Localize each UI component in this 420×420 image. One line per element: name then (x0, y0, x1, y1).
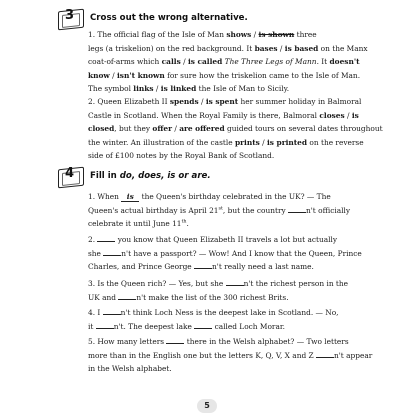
text-run: legs (a triskelion) on the red background. It (88, 43, 255, 53)
task-number: 4 (65, 166, 75, 181)
option-text: offer (152, 124, 173, 134)
text-run: 1. The official flag of the Isle of Man (88, 30, 227, 39)
text-run: coat-of-arms which (88, 57, 162, 67)
task-3-header (58, 7, 248, 29)
text-run: / (153, 84, 161, 94)
option-text: is called (187, 57, 223, 67)
text-run: celebrate it until June 11 (88, 219, 182, 229)
task-3-paragraph-2 (74, 95, 390, 163)
book-icon (58, 165, 84, 187)
text-run: the winter. An illustration of the castle (88, 137, 235, 147)
task-4-item-5 (74, 335, 390, 376)
text-run: side of £100 notes by the Royal Bank of Scotland. (88, 151, 275, 161)
text-run: n't. The deepest lake (113, 321, 195, 331)
text-run: 2. (88, 235, 98, 244)
text-run: / (172, 124, 180, 134)
option-text: isn't known (117, 70, 165, 80)
option-text: doesn't (329, 57, 360, 67)
option-text: shows (226, 30, 252, 39)
blank-field (288, 204, 306, 213)
page-number: 5 (197, 399, 217, 413)
text-run: more than in the English one but the letters K, Q, V, X and Z (88, 350, 317, 360)
blank-field (97, 233, 115, 242)
text-run: . (186, 219, 189, 229)
text-run: 5. How many letters (88, 337, 167, 346)
option-text: is (351, 110, 359, 120)
blank-field (316, 349, 334, 358)
blank-field (96, 320, 114, 329)
text-run: Charles, and Prince George (88, 262, 195, 272)
text-run: she (88, 248, 104, 258)
option-text: bases (254, 43, 278, 53)
blank-field (226, 277, 244, 286)
task-title: Cross out the wrong alternative. (90, 13, 248, 23)
text-run: for sure how the triskelion came to the Isle of Man. (164, 70, 361, 80)
task-4-item-2 (74, 233, 390, 274)
text-run: 4. I (88, 308, 103, 317)
text-run: / (198, 97, 206, 106)
text-run: you know that Queen Elizabeth II travels a lot but actually (115, 235, 338, 244)
text-run: The Three Legs of Mann (224, 57, 317, 67)
text-run: there in the Welsh alphabet? — Two letters (184, 337, 349, 346)
option-text: is linked (160, 84, 197, 94)
text-run: The symbol (88, 84, 134, 94)
option-text: spends (169, 97, 199, 106)
text-run: in the Welsh alphabet. (88, 364, 172, 374)
blank-field (118, 291, 136, 300)
option-text: links (133, 84, 154, 94)
text-run: n't make the list of the 300 richest Brits. (136, 292, 289, 302)
task-4-item-3 (74, 277, 390, 304)
text-run: n't have a passport? — Wow! And I know that the Queen, Prince (121, 248, 362, 258)
option-text: is based (284, 43, 319, 53)
book-icon (58, 7, 84, 29)
text-run: the Queen's birthday celebrated in the UK? — The (139, 192, 331, 201)
text-run: n't officially (306, 205, 351, 215)
text-run: UK and (88, 292, 119, 302)
ordinal-suffix: th (181, 219, 187, 225)
text-run: / (277, 43, 285, 53)
blank-field (194, 320, 212, 329)
option-text: are offered (179, 124, 225, 134)
ordinal-suffix: st (218, 206, 223, 212)
task-4-header (58, 165, 211, 187)
text-run: / (251, 30, 259, 39)
text-run: on the reverse (307, 137, 364, 147)
blank-field (166, 335, 184, 344)
text-run: called Loch Morar. (212, 321, 285, 331)
text-run: , but they (114, 124, 153, 134)
option-text: closed (88, 124, 115, 134)
task-number: 3 (65, 8, 75, 23)
text-run: . It (316, 57, 330, 67)
task-4-item-4 (74, 306, 390, 333)
text-run: 1. When (88, 192, 122, 201)
text-run: on the Manx (318, 43, 368, 53)
option-text: is printed (266, 137, 308, 147)
option-text: is spent (205, 97, 239, 106)
option-text: closes (319, 110, 345, 120)
text-run: / (180, 57, 188, 67)
text-run: n't the richest person in the (243, 279, 349, 288)
blank-field (103, 247, 121, 256)
filled-answer: is (121, 192, 139, 202)
text-run: her summer holiday in Balmoral (238, 97, 362, 106)
text-run: / (259, 137, 267, 147)
text-run: , but the country (222, 205, 289, 215)
text-run: n't really need a last name. (212, 262, 314, 272)
text-run: Queen's actual birthday is April 21 (88, 205, 219, 215)
task-title: Fill in do, does, is or are. (90, 171, 211, 181)
task-4-item-1 (74, 190, 390, 231)
crossed-out-option: is shown (258, 30, 295, 39)
blank-field (103, 306, 121, 315)
option-text: prints (234, 137, 260, 147)
option-text: calls (161, 57, 181, 67)
blank-field (194, 260, 212, 269)
text-run: n't appear (334, 350, 373, 360)
text-run: the Isle of Man to Sicily. (196, 84, 290, 94)
text-run: Castle in Scotland. When the Royal Family is there, Balmoral (88, 110, 320, 120)
option-text: know (88, 70, 110, 80)
task-3-paragraph-1 (74, 28, 390, 96)
text-run: guided tours on several dates throughout (224, 124, 383, 134)
text-run: 3. Is the Queen rich? — Yes, but she (88, 279, 226, 288)
text-run: / (344, 110, 352, 120)
text-run: n't think Loch Ness is the deepest lake in Scotland. — No, (120, 308, 339, 317)
text-run: it (88, 321, 96, 331)
text-run: / (109, 70, 117, 80)
text-run: three (294, 30, 317, 39)
text-run: 2. Queen Elizabeth II (88, 97, 170, 106)
